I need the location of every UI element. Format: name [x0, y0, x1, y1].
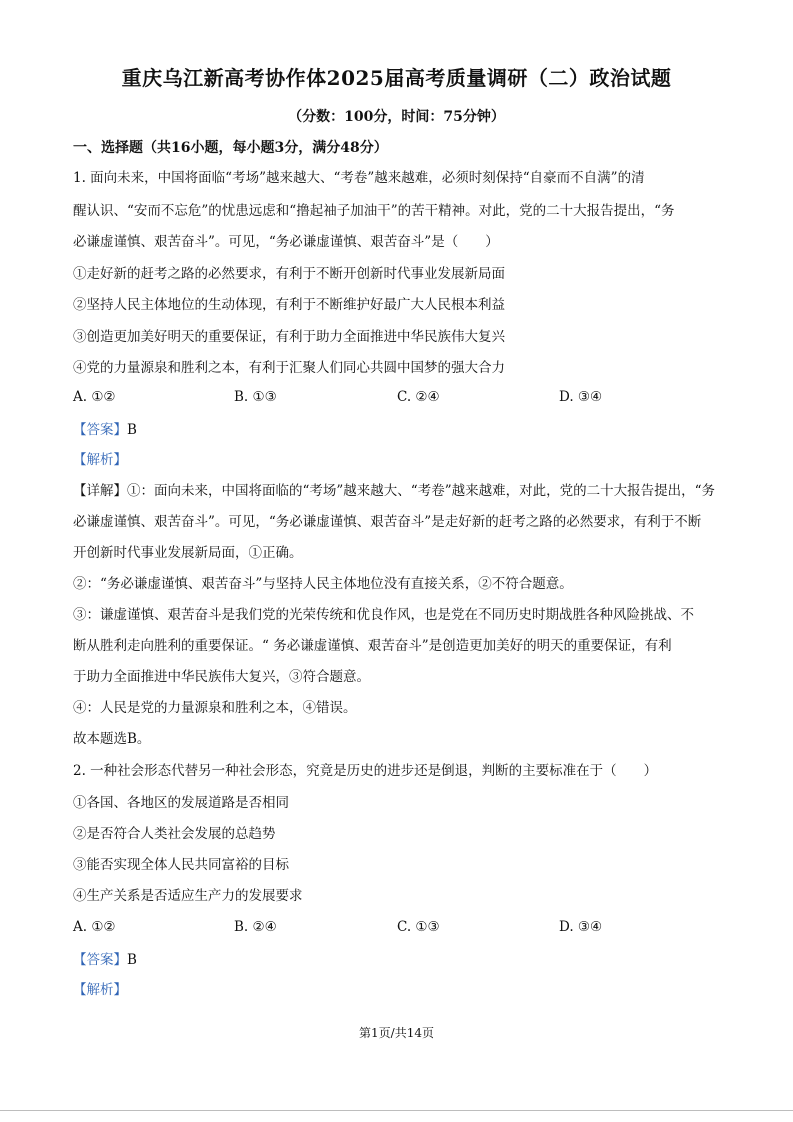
q1-conclusion: 故本题选B。 [73, 731, 151, 747]
detail-tag: 【详解】 [73, 483, 127, 499]
answer-tag: 【答案】 [73, 952, 127, 968]
q1-item: ②坚持人民主体地位的生动体现，有利于不断维护好最广大人民根本利益 [73, 297, 505, 313]
answer-value: B [127, 952, 137, 968]
q2-option-c: C. ①③ [397, 919, 440, 935]
q1-option-b: B. ①③ [234, 389, 277, 405]
answer-tag: 【答案】 [73, 422, 127, 438]
q2-stem: 2. 一种社会形态代替另一种社会形态，究竟是历史的进步还是倒退，判断的主要标准在于（ ） [73, 763, 658, 779]
q2-option-d: D. ③④ [559, 919, 603, 935]
q2-answer [73, 950, 733, 970]
q1-item: ③创造更加美好明天的重要保证，有利于助力全面推进中华民族伟大复兴 [73, 329, 505, 345]
q2-item: ①各国、各地区的发展道路是否相同 [73, 795, 289, 811]
q1-stem-line: 1. 面向未来，中国将面临“考场”越来越大、“考卷”越来越难，必须时刻保持“自豪而不自满”的清 [73, 170, 645, 186]
q1-stem-line: 必谦虚谨慎、艰苦奋斗”。可见，“务必谦虚谨慎、艰苦奋斗”是（ ） [73, 234, 499, 250]
q1-detail-line: ④：人民是党的力量源泉和胜利之本，④错误。 [73, 700, 357, 716]
q1-detail-line: 开创新时代事业发展新局面，①正确。 [73, 545, 303, 561]
q2-options [73, 917, 733, 937]
detail-text: ①：面向未来，中国将面临的“考场”越来越大、“考卷”越来越难，对此，党的二十大报告提出，“务 [127, 483, 716, 499]
q1-detail-line: 断从胜利走向胜利的重要保证。“ 务必谦虚谨慎、艰苦奋斗”是创造更加美好的明天的重要保证，有利 [73, 638, 672, 654]
q1-analysis-tag: 【解析】 [73, 452, 127, 468]
q1-option-c: C. ②④ [397, 389, 440, 405]
q1-detail-line: ②：“务必谦虚谨慎、艰苦奋斗”与坚持人民主体地位没有直接关系，②不符合题意。 [73, 576, 573, 592]
q1-detail-line: ③：谦虚谨慎、艰苦奋斗是我们党的光荣传统和优良作风，也是党在不同历史时期战胜各种风险挑战、不 [73, 607, 694, 623]
q2-option-b: B. ②④ [234, 919, 277, 935]
q1-item: ④党的力量源泉和胜利之本，有利于汇聚人们同心共圆中国梦的强大合力 [73, 360, 505, 376]
q1-answer [73, 420, 733, 440]
page-bottom-divider [0, 1110, 793, 1111]
q1-stem-line: 醒认识、“安而不忘危”的忧患远虑和“撸起袖子加油干”的苦干精神。对此，党的二十大报告提出，“务 [73, 203, 675, 219]
q1-item: ①走好新的赶考之路的必然要求，有利于不断开创新时代事业发展新局面 [73, 266, 505, 282]
answer-value: B [127, 422, 137, 438]
q1-detail-line: 于助力全面推进中华民族伟大复兴，③符合题意。 [73, 669, 370, 685]
q2-item: ②是否符合人类社会发展的总趋势 [73, 826, 276, 842]
q2-option-a: A. ①② [73, 919, 116, 935]
q1-options [73, 387, 733, 407]
q1-option-a: A. ①② [73, 389, 116, 405]
q1-detail-line: 必谦虚谨慎、艰苦奋斗”。可见，“务必谦虚谨慎、艰苦奋斗”是走好新的赶考之路的必然要求，有利于不断 [73, 514, 702, 530]
page-number: 第1页/共14页 [359, 1026, 434, 1040]
q2-analysis-tag: 【解析】 [73, 982, 127, 998]
page-title: 重庆乌江新高考协作体2025届高考质量调研（二）政治试题 [121, 66, 672, 90]
q2-item: ④生产关系是否适应生产力的发展要求 [73, 888, 303, 904]
q2-item: ③能否实现全体人民共同富裕的目标 [73, 857, 289, 873]
page-subtitle: （分数：100分，时间：75分钟） [288, 109, 505, 125]
q1-detail-line [73, 481, 733, 501]
q1-option-d: D. ③④ [559, 389, 603, 405]
section-heading: 一、选择题（共16小题，每小题3分，满分48分） [73, 140, 388, 156]
